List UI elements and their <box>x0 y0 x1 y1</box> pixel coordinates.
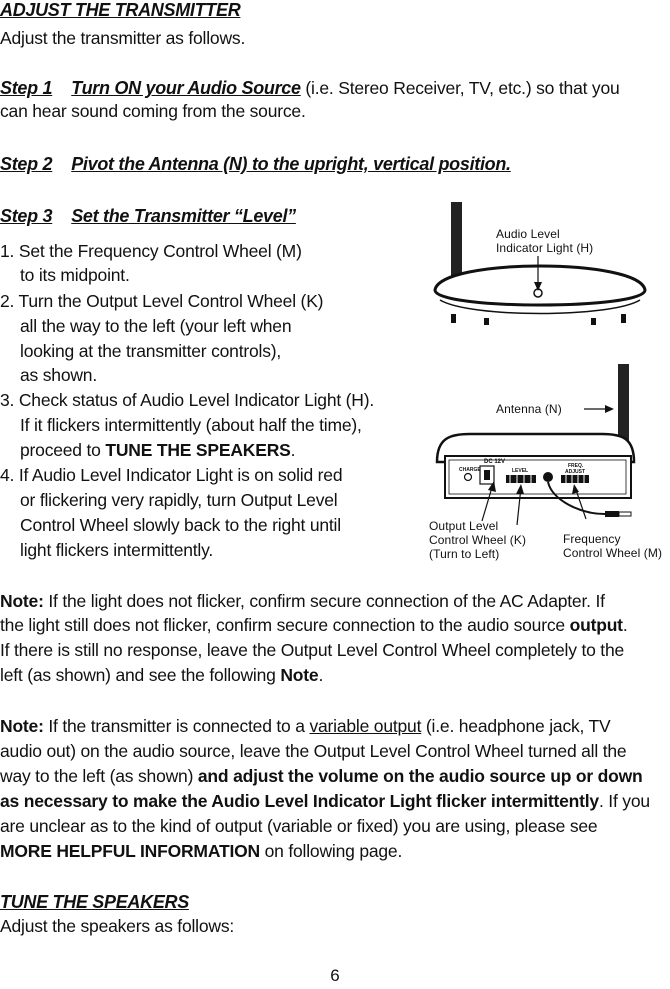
note1-label: Note: <box>0 591 44 611</box>
frequency-label-2: Control Wheel (M) <box>563 546 663 560</box>
list-item-3c <box>20 440 295 461</box>
output-level-label-2: Control Wheel (K) <box>429 533 527 547</box>
note2-line4 <box>0 791 650 812</box>
note2-variable-output: variable output <box>309 716 422 736</box>
list-item-2c: looking at the transmitter controls), <box>20 341 282 361</box>
panel-level-label: LEVEL <box>512 468 529 474</box>
list-item-1b: to its midpoint. <box>20 265 130 285</box>
list-item-4b: or flickering very rapidly, turn Output Level <box>20 490 338 510</box>
note2-label: Note: <box>0 716 44 736</box>
step1-title: Turn ON your Audio Source <box>71 78 301 98</box>
note1-line3: If there is still no response, leave the Output Level Control Wheel completely to the <box>0 640 625 660</box>
list-item-4d: light flickers intermittently. <box>20 540 214 560</box>
panel-dc-label: DC 12V <box>484 459 506 465</box>
list-item-2d: as shown. <box>20 365 97 385</box>
intro-text: Adjust the transmitter as follows. <box>0 28 246 48</box>
output-level-label-3: (Turn to Left) <box>429 547 500 561</box>
frequency-wheel <box>561 475 589 483</box>
antenna-top-view <box>451 202 462 284</box>
note2-text3: way to the left (as shown) <box>0 766 198 786</box>
step1-rest: (i.e. Stereo Receiver, TV, etc.) so that you <box>300 78 620 98</box>
plug-icon <box>605 511 619 517</box>
list-item-3c-post: . <box>290 440 296 460</box>
note1-text4: left (as shown) and see the following <box>0 665 281 685</box>
note2-line1 <box>0 716 611 737</box>
note1-text1: If the light does not flicker, confirm secure connection of the AC Adapter. If <box>43 591 605 611</box>
audio-level-label-1: Audio Level <box>496 227 560 241</box>
note2-text1-post: (i.e. headphone jack, TV <box>421 716 611 736</box>
step2 <box>0 154 511 175</box>
front-panel <box>445 456 631 498</box>
note1-note-ref: Note <box>280 665 319 685</box>
tune-speakers-text: Adjust the speakers as follows: <box>0 916 235 936</box>
list-item-3c-pre: proceed to <box>20 440 106 460</box>
tune-speakers-ref: TUNE THE SPEAKERS <box>105 440 291 460</box>
list-item-2a: 2. Turn the Output Level Control Wheel (K) <box>0 291 324 311</box>
list-item-3a: 3. Check status of Audio Level Indicator Light (H). <box>0 390 375 410</box>
note1-text2-post: . <box>622 615 628 635</box>
note1-line1 <box>0 591 605 612</box>
panel-freq-label-1: FREQ. <box>568 463 584 469</box>
list-item-2b: all the way to the left (your left when <box>20 316 292 336</box>
note2-text1: If the transmitter is connected to a <box>43 716 310 736</box>
step1-label: Step 1 <box>0 78 53 98</box>
step2-title: Pivot the Antenna (N) to the upright, vertical position. <box>71 154 511 174</box>
note2-line2: audio out) on the audio source, leave the Output Level Control Wheel turned all the <box>0 741 627 761</box>
note2-line5: are unclear as to the kind of output (variable or fixed) you are using, please see <box>0 816 598 836</box>
antenna-label: Antenna (N) <box>496 402 562 416</box>
audio-level-label-2: Indicator Light (H) <box>496 241 594 255</box>
note1-output: output <box>569 615 623 635</box>
note2-bold4: as necessary to make the Audio Level Indicator Light flicker intermittently <box>0 791 599 811</box>
page-number: 6 <box>330 966 340 985</box>
frequency-label-1: Frequency <box>563 532 621 546</box>
list-item-3b: If it flickers intermittently (about half the time), <box>20 415 362 435</box>
list-item-1a: 1. Set the Frequency Control Wheel (M) <box>0 241 302 261</box>
note1-text4-post: . <box>318 665 324 685</box>
note1-text2: the light still does not flicker, confirm secure connection to the audio source <box>0 615 570 635</box>
note2-line3 <box>0 766 643 787</box>
note2-text6-post: on following page. <box>259 841 403 861</box>
panel-charge-label: CHARGE <box>459 467 481 473</box>
list-item-4c: Control Wheel slowly back to the right until <box>20 515 341 535</box>
note1-line2 <box>0 615 627 636</box>
section-title: ADJUST THE TRANSMITTER <box>0 0 241 20</box>
tune-speakers-title: TUNE THE SPEAKERS <box>0 892 189 912</box>
note1-line4 <box>0 665 323 686</box>
step3-label: Step 3 <box>0 206 53 226</box>
step3-title: Set the Transmitter “Level” <box>71 206 296 226</box>
panel-freq-label-2: ADJUST <box>565 469 586 475</box>
note2-line6 <box>0 841 402 862</box>
step1 <box>0 78 620 99</box>
step2-label: Step 2 <box>0 154 53 174</box>
note2-text4-post: . If you <box>598 791 650 811</box>
output-level-label-1: Output Level <box>429 519 499 533</box>
step3 <box>0 206 296 227</box>
list-item-4a: 4. If Audio Level Indicator Light is on solid red <box>0 465 343 485</box>
note2-bold3: and adjust the volume on the audio source up or down <box>197 766 643 786</box>
more-helpful-info-ref: MORE HELPFUL INFORMATION <box>0 841 260 861</box>
step1-line2: can hear sound coming from the source. <box>0 101 306 121</box>
